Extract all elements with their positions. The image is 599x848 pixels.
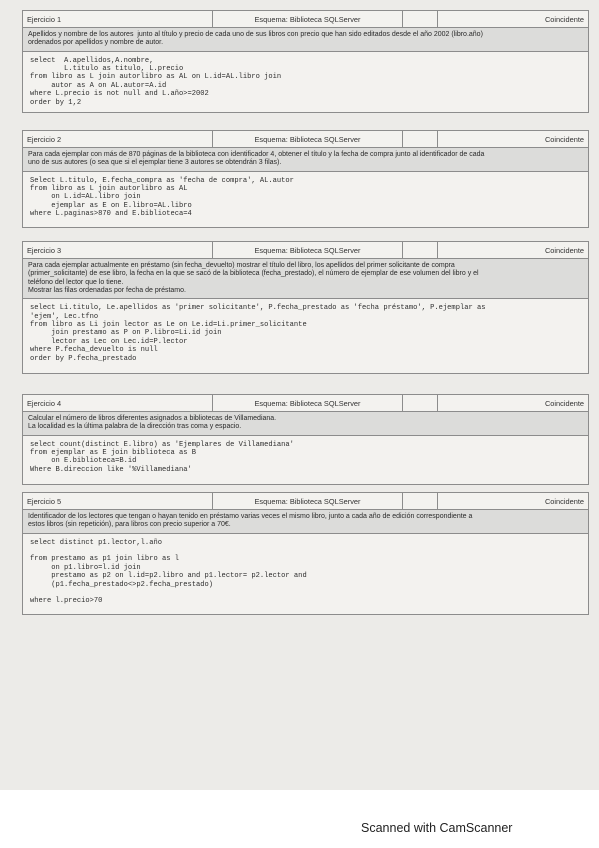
- exercise-description: Calcular el número de libros diferentes asignados a bibliotecas de Villamediana. La localidad es la última palabra de la dirección tras coma y espacio.: [23, 412, 588, 436]
- header-blank-cell: [403, 395, 438, 411]
- exercise-2: [22, 130, 589, 228]
- exercise-status: Coincidente: [544, 14, 584, 24]
- exercise-status: Coincidente: [544, 398, 584, 408]
- exercise-number: Ejercicio 4: [23, 395, 213, 411]
- exercise-status: Coincidente: [544, 496, 584, 506]
- header-blank-cell: [403, 493, 438, 509]
- exercise-3: [22, 241, 589, 374]
- exercise-schema: Esquema: Biblioteca SQLServer: [213, 493, 403, 509]
- camscanner-watermark: Scanned with CamScanner: [361, 821, 513, 835]
- exercise-schema: Esquema: Biblioteca SQLServer: [213, 131, 403, 147]
- exercise-status: Coincidente: [544, 134, 584, 144]
- exercise-header: [23, 395, 588, 412]
- exercise-sql-code: select Li.titulo, Le.apellidos as 'primer solicitante', P.fecha_prestado as 'fecha préstamo', P.ejemplar as 'ejem', Lec.tfno from libro as Li join lector as Le on Le.id=Li.primer_solicitante join prestamo as P on P.libro=Li.id join lector as Lec on Lec.id=P.lector where P.fecha_devuelto is null order by P.fecha_prestado: [30, 304, 486, 363]
- exercise-schema: Esquema: Biblioteca SQLServer: [213, 395, 403, 411]
- header-blank-cell: [403, 11, 438, 27]
- exercise-header: [23, 131, 588, 148]
- exercise-number: Ejercicio 3: [23, 242, 213, 258]
- exercise-header: [23, 11, 588, 28]
- exercise-number: Ejercicio 1: [23, 11, 213, 27]
- exercise-4: [22, 394, 589, 485]
- exercise-sql-code: select count(distinct E.libro) as 'Ejemplares de Villamediana' from ejemplar as E join biblioteca as B on E.biblioteca=B.id Where B.direccion like '%Villamediana': [30, 440, 294, 474]
- exercise-number: Ejercicio 2: [23, 131, 213, 147]
- exercise-sql-code: Select L.titulo, E.fecha_compra as 'fecha de compra', AL.autor from libro as L join autorlibro as AL on L.id=AL.libro join ejemplar as E on E.libro=AL.libro where L.paginas>870 and E.biblioteca=4: [30, 176, 294, 219]
- exercise-header: [23, 242, 588, 259]
- exercise-sql-code: select distinct p1.lector,l.año from prestamo as p1 join libro as l on p1.libro=l.id join prestamo as p2 on l.id=p2.libro and p1.lector= p2.lector and (p1.fecha_prestado<>p2.fecha_prestado) where l.precio>70: [30, 538, 307, 606]
- exercise-description: Identificador de los lectores que tengan o hayan tenido en préstamo varias veces el mismo libro, junto a cada año de edición correspondiente a estos libros (sin repetición), para libros con precio superior a 70€.: [23, 510, 588, 534]
- exercise-header: [23, 493, 588, 510]
- exercise-schema: Esquema: Biblioteca SQLServer: [213, 11, 403, 27]
- exercise-schema: Esquema: Biblioteca SQLServer: [213, 242, 403, 258]
- exercise-status: Coincidente: [544, 245, 584, 255]
- exercise-sql-code: select A.apellidos,A.nombre, L.titulo as titulo, L.precio from libro as L join autorlibro as AL on L.id=AL.libro join autor as A on AL.autor=A.id where L.precio is not null and L.año>=2002 order by 1,2: [30, 56, 282, 107]
- exercise-description: Para cada ejemplar actualmente en préstamo (sin fecha_devuelto) mostrar el título del libro, los apellidos del primer solicitante de compra (primer_solicitante) de ese libro, la fecha en la que se sacó de la biblioteca (fecha_prestado), el número de ejemplar de ese volumen del libro y el teléfono del lector que lo tiene. Mostrar las filas ordenadas por fecha de préstamo.: [23, 259, 588, 299]
- exercise-number: Ejercicio 5: [23, 493, 213, 509]
- exercise-description: Para cada ejemplar con más de 870 páginas de la biblioteca con identificador 4, obtener el título y la fecha de compra junto al identificador de cada uno de sus autores (o sea que si el ejemplar tiene 3 autores se obtendrán 3 filas).: [23, 148, 588, 172]
- exercise-5: [22, 492, 589, 615]
- header-blank-cell: [403, 242, 438, 258]
- exercise-1: [22, 10, 589, 113]
- header-blank-cell: [403, 131, 438, 147]
- exercise-description: Apellidos y nombre de los autores junto al título y precio de cada uno de sus libros con precio que han sido editados desde el año 2002 (libro.año) ordenados por apellidos y nombre de autor.: [23, 28, 588, 52]
